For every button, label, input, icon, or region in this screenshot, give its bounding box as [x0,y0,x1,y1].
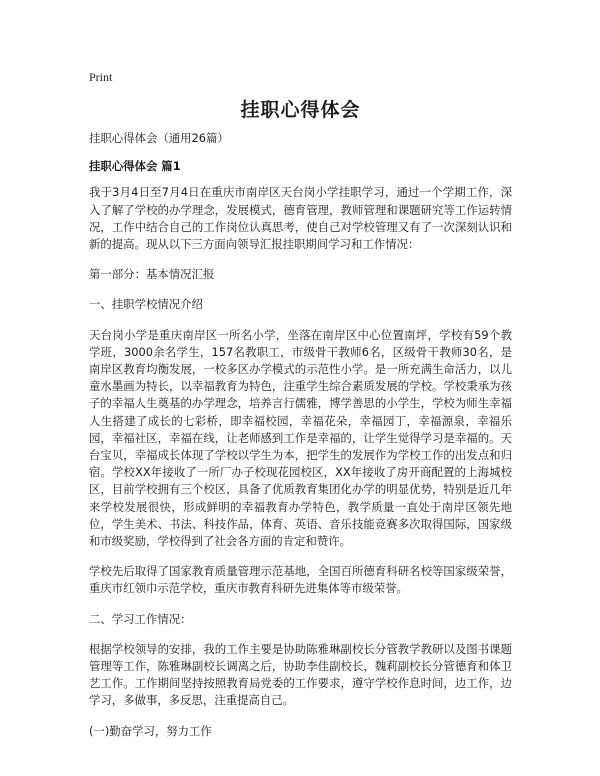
subsection-heading: 一、挂职学校情况介绍 [89,297,203,312]
work-paragraph: 根据学校领导的安排，我的工作主要是协助陈雅琳副校长分管教学教研以及图书课题管理等工作，陈雅琳副校长调离之后，协助李佳副校长，魏莉副校长分管德育和体卫艺工作。工作期间坚持按照教育局党委的工作要求，遵守学校作息时间，边工作，边学习，多做事，多反思，注重提高自己。 [89,641,512,708]
print-link[interactable]: Print [89,70,113,84]
document-subtitle: 挂职心得体会（通用26篇） [89,131,229,145]
honors-paragraph: 学校先后取得了国家教育质量管理示范基地，全国百所德育科研名校等国家级荣誉，重庆市红领巾示范学校，重庆市教育科研先进集体等市级荣誉。 [89,564,512,596]
page-title: 挂职心得体会 [240,99,361,121]
school-intro-paragraph: 天台岗小学是重庆南岸区一所名小学，坐落在南岸区中心位置南坪，学校有59个教学班，3000余名学生，157名教职工，市级骨干教师6名，区级骨干教师30名，是南岸区教育均衡发展，一校多区办学模式的示范性小学。是一所充满生命活力，以儿童水墨画为特长，以幸福教育为特色，注重学生综合素质发展的学校。学校秉承为孩子的幸福人生奠基的办学理念，培养言行儒雅，博学善思的小学生，学校为师生幸福人生搭建了成长的七彩桥，即幸福校园，幸福花朵，幸福园丁，幸福源泉，幸福乐园，幸福社区，幸福在线，让老师感到工作是幸福的，让学生觉得学习是幸福的。天台宝贝，幸福成长体现了学校以学生为本，把学生的发展作为学校工作的出发点和归宿。学校XX年接收了一所厂办子校现花园校区，XX年接收了房开商配置的上海城校区，目前学校拥有三个校区，具备了优质教育集团化办学的明显优势，特别是近几年来学校发展很快，形成鲜明的幸福教育办学特色，教学质量一直处于南岸区领先地位，学生美术、书法、科技作品，体育、英语、音乐技能竞赛多次取得国际，国家级和市级奖励，学校得到了社会各方面的肯定和赞许。 [89,327,512,549]
section-heading: 挂职心得体会 篇1 [89,159,181,174]
part-heading: 第一部分：基本情况汇报 [89,267,215,282]
document-body [89,130,512,753]
intro-paragraph: 我于3月4日至7月4日在重庆市南岸区天台岗小学挂职学习，通过一个学期工作，深入了解了学校的办学理念，发展模式，德育管理，教师管理和课题研究等工作运转情况，工作中结合自己的工作岗位认真思考，使自己对学校管理又有了一次深刻认识和新的提高。现从以下三方面向领导汇报挂职期间学习和工作情况： [89,185,512,252]
subsection-heading: (一)勤奋学习，努力工作 [89,723,212,738]
subsection-heading: 二、学习工作情况： [89,611,192,626]
